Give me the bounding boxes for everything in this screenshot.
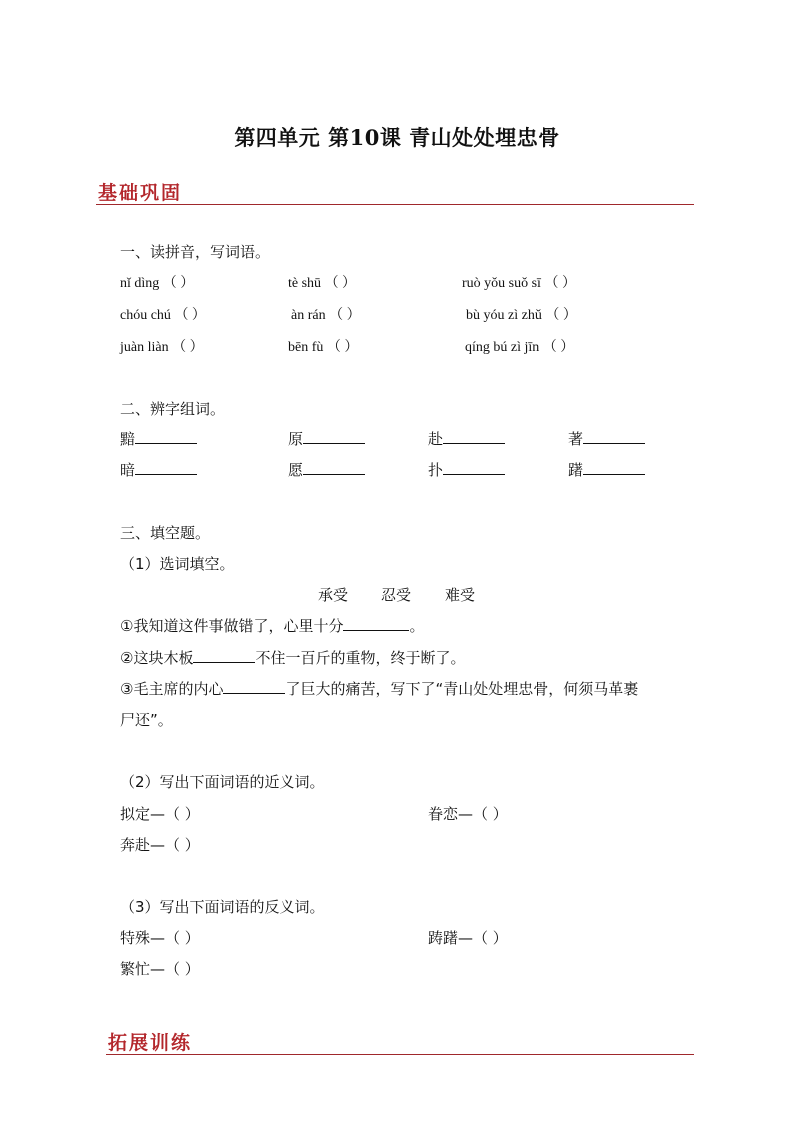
section-divider (106, 1054, 694, 1055)
q3-sub2-heading: （2）写出下面词语的近义词。 (120, 773, 325, 791)
answer-blank[interactable] (583, 428, 645, 444)
pinyin-item: nǐ dìng （ ） (120, 272, 194, 292)
answer-paren[interactable]: （ ） (174, 308, 206, 323)
section-heading-basic: 基础巩固 (98, 182, 183, 204)
char-blank-item: 愿 (288, 459, 365, 480)
answer-blank[interactable] (303, 428, 365, 444)
section-heading-extension: 拓展训练 (108, 1032, 193, 1054)
pinyin-item: tè shū （ ） (288, 272, 356, 292)
answer-blank[interactable] (193, 647, 255, 663)
char-blank-item: 暗 (120, 459, 197, 480)
char-blank-item: 扑 (428, 459, 505, 480)
char-blank-item: 躇 (568, 459, 645, 480)
answer-paren[interactable]: （ ） (326, 340, 359, 355)
q2-heading: 二、辨字组词。 (120, 400, 226, 418)
answer-paren[interactable]: （ ） (172, 340, 204, 355)
antonym-item[interactable]: 特殊—（ ） (120, 929, 200, 947)
antonym-item[interactable]: 踌躇—（ ） (428, 929, 508, 947)
answer-blank[interactable] (223, 678, 285, 694)
answer-blank[interactable] (135, 428, 197, 444)
page-title: 第四单元 第10课 青山处处埋忠骨 (234, 125, 560, 150)
word-option: 承受 (318, 586, 349, 604)
answer-paren[interactable]: （ ） (545, 308, 577, 323)
pinyin-item: bù yóu zì zhǔ （ ） (466, 304, 577, 324)
antonym-item[interactable]: 繁忙—（ ） (120, 960, 200, 978)
q3-sub1-heading: （1）选词填空。 (120, 555, 235, 573)
answer-blank[interactable] (583, 459, 645, 475)
pinyin-item: chóu chú （ ） (120, 304, 206, 324)
char-blank-item: 著 (568, 428, 645, 449)
char-blank-item: 黯 (120, 428, 197, 449)
pinyin-item: ruò yǒu suǒ sī （ ） (462, 272, 576, 292)
fill-sentence: ①我知道这件事做错了，心里十分 。 (120, 617, 425, 635)
word-option: 难受 (445, 586, 476, 604)
pinyin-item: juàn liàn （ ） (120, 336, 204, 356)
answer-paren[interactable]: （ ） (162, 276, 195, 291)
section-divider (96, 204, 694, 205)
pinyin-item: qíng bú zì jīn （ ） (465, 336, 574, 356)
fill-sentence: ③毛主席的内心 了巨大的痛苦，写下了“青山处处埋忠骨，何须马革裹 (120, 680, 639, 698)
answer-paren[interactable]: （ ） (329, 308, 361, 323)
pinyin-item: bēn fù （ ） (288, 336, 358, 356)
q3-heading: 三、填空题。 (120, 524, 211, 542)
q3-sub3-heading: （3）写出下面词语的反义词。 (120, 898, 325, 916)
answer-blank[interactable] (135, 459, 197, 475)
answer-blank[interactable] (303, 459, 365, 475)
fill-sentence-continued: 尸还”。 (120, 711, 173, 729)
synonym-item[interactable]: 眷恋—（ ） (428, 805, 508, 823)
word-option: 忍受 (381, 586, 412, 604)
answer-paren[interactable]: （ ） (324, 276, 357, 291)
synonym-item[interactable]: 奔赴—（ ） (120, 836, 200, 854)
answer-blank[interactable] (443, 459, 505, 475)
char-blank-item: 赴 (428, 428, 505, 449)
answer-blank[interactable] (343, 615, 409, 631)
answer-paren[interactable]: （ ） (544, 276, 576, 291)
char-blank-item: 原 (288, 428, 365, 449)
answer-blank[interactable] (443, 428, 505, 444)
answer-paren[interactable]: （ ） (542, 340, 575, 355)
q1-heading: 一、读拼音，写词语。 (120, 243, 271, 261)
synonym-item[interactable]: 拟定—（ ） (120, 805, 200, 823)
pinyin-item: àn rán （ ） (291, 304, 361, 324)
fill-sentence: ②这块木板 不住一百斤的重物，终于断了。 (120, 649, 466, 667)
